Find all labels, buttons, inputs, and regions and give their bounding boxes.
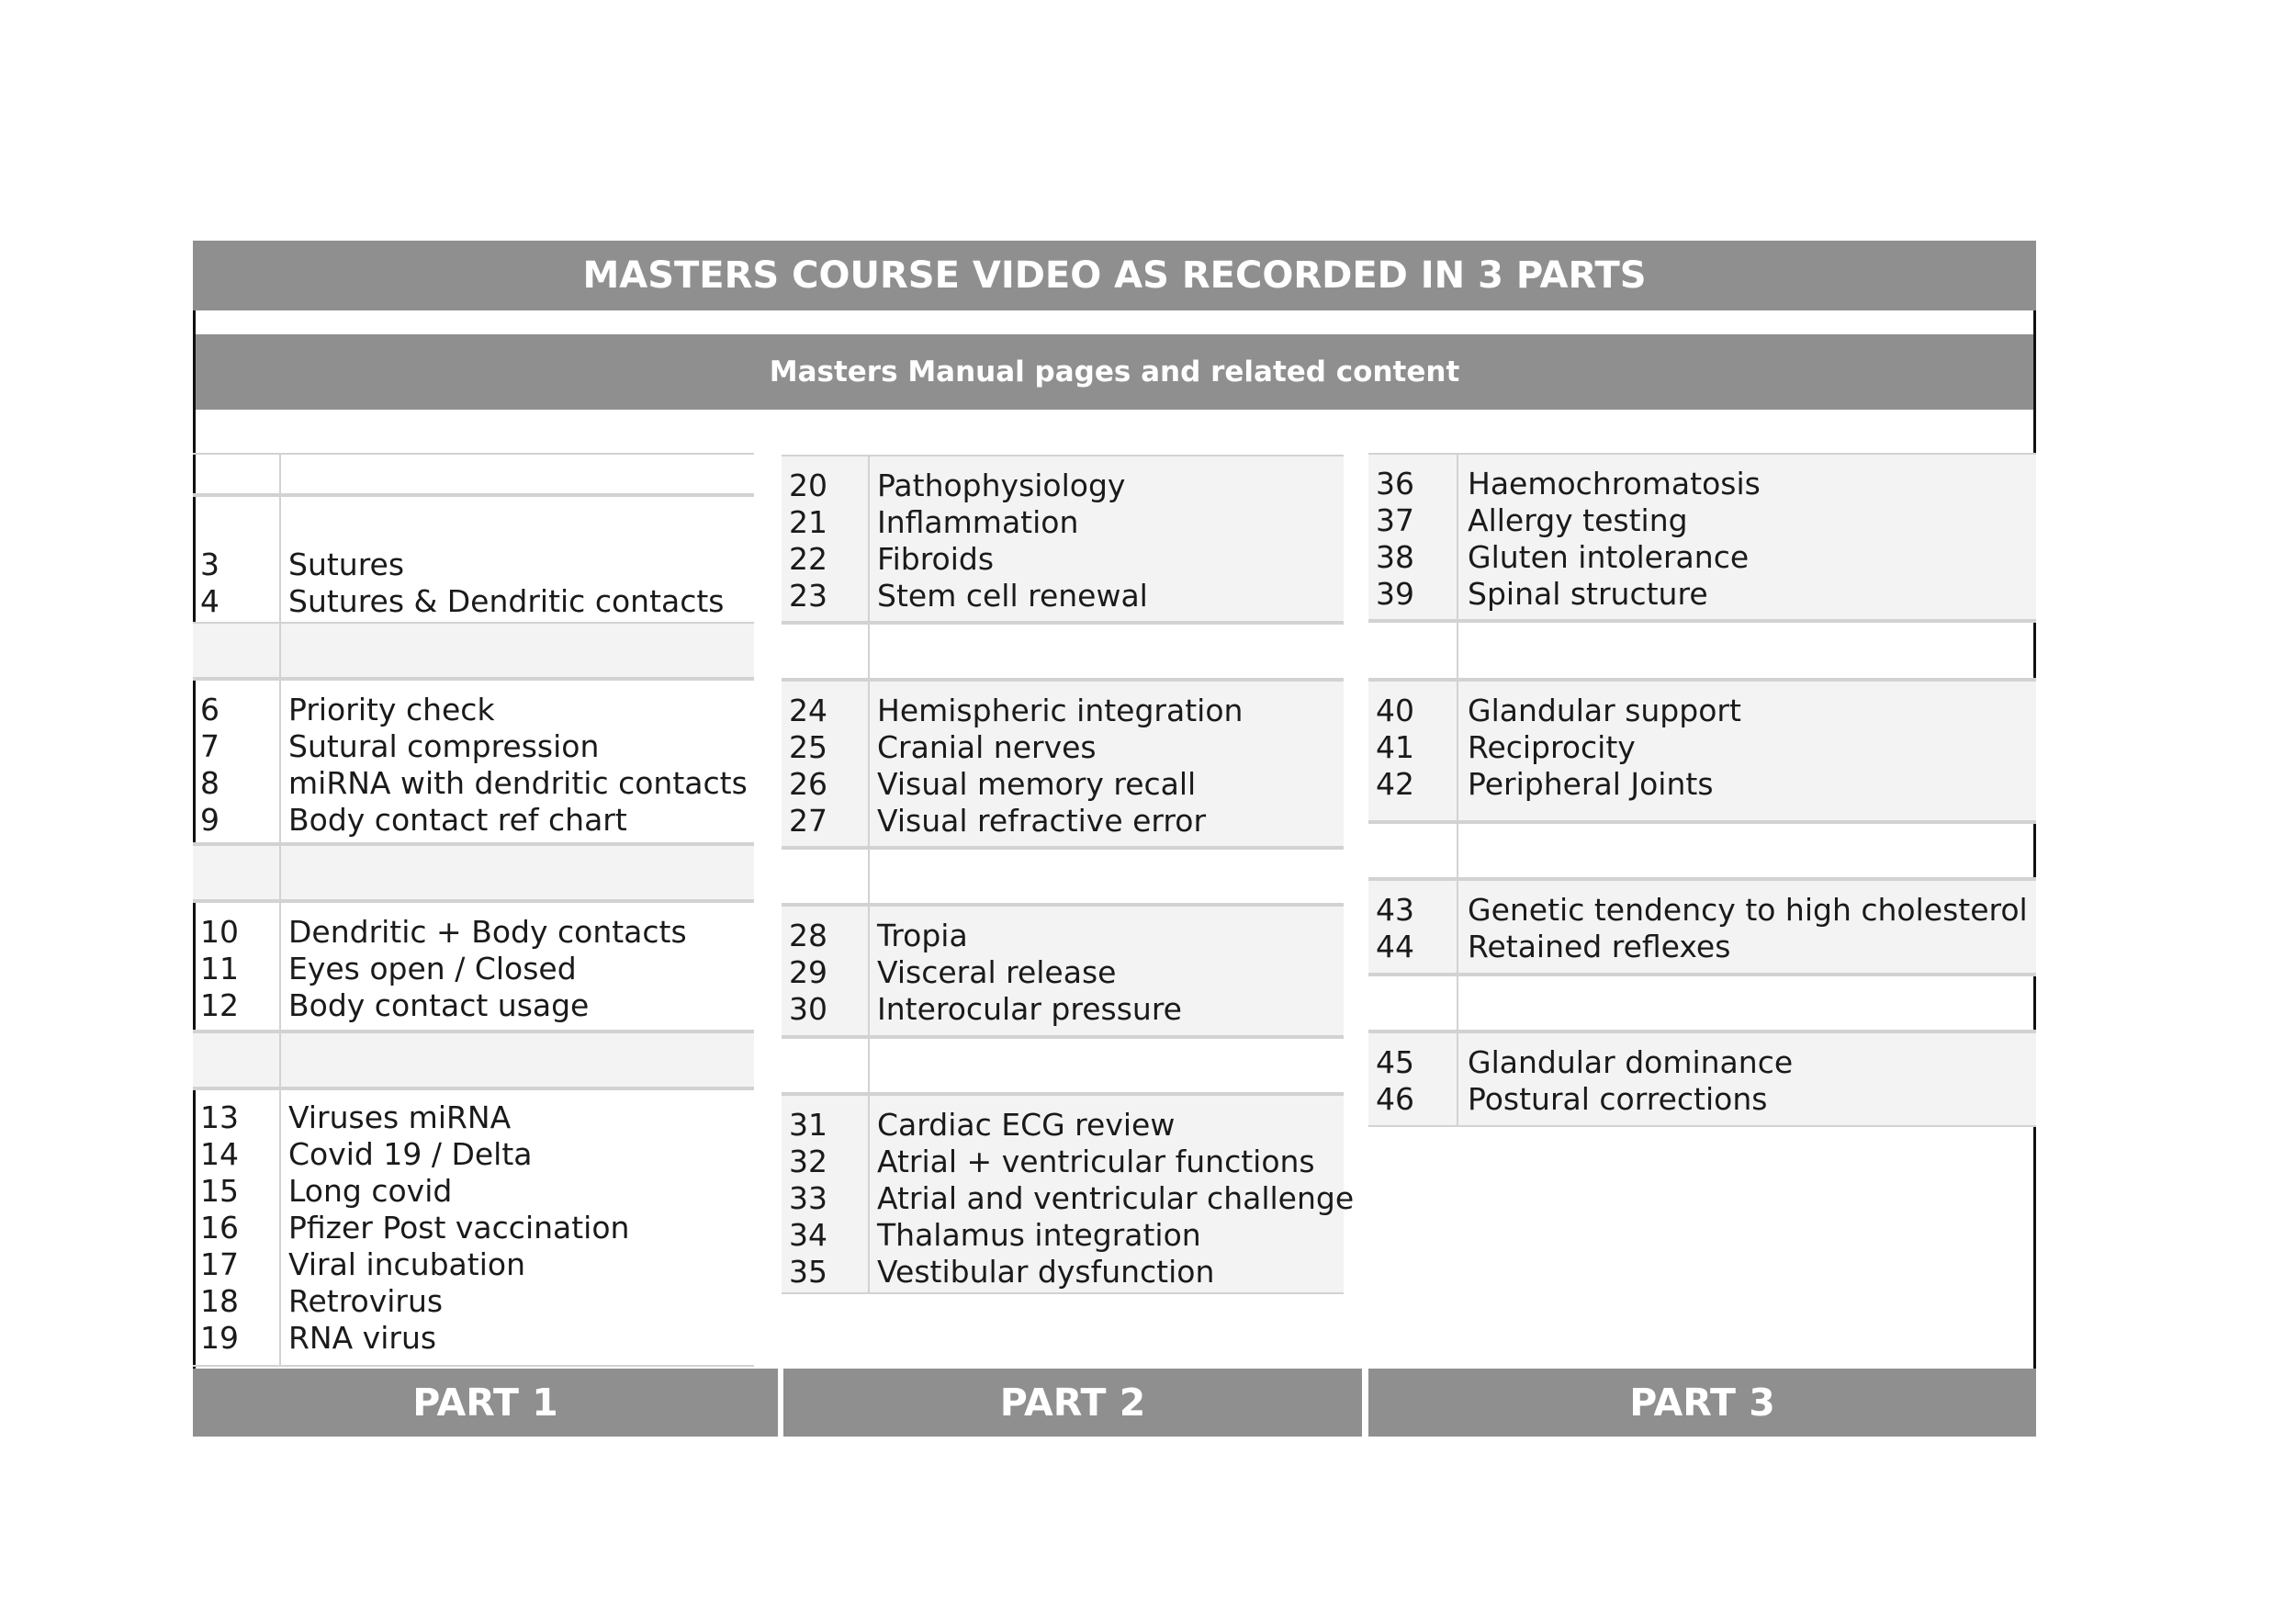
topic-group: [193, 679, 754, 844]
topic-row: [782, 1107, 1344, 1144]
topic-label: Sutural compression: [288, 728, 600, 764]
topic-row: [782, 541, 1344, 578]
page-number: 24: [789, 693, 827, 728]
page-number: 10: [200, 914, 239, 950]
spacer-row: [193, 844, 754, 901]
topic-label: Sutures & Dendritic contacts: [288, 583, 725, 619]
spacer-row: [782, 1037, 1344, 1094]
topic-label: Interocular pressure: [877, 991, 1182, 1027]
topic-row: [782, 693, 1344, 729]
course-table: [193, 241, 2036, 1437]
topic-label: Pathophysiology: [877, 468, 1126, 503]
topic-row: [193, 1283, 754, 1320]
page-number: 35: [789, 1254, 827, 1290]
topic-group: [1368, 453, 2036, 621]
topic-row: [1368, 693, 2036, 729]
topic-row: [193, 1136, 754, 1173]
topic-row: [193, 914, 754, 951]
page-number: 33: [789, 1180, 827, 1216]
topic-row: [193, 1246, 754, 1283]
topic-group: [1368, 680, 2036, 822]
topic-label: Tropia: [877, 918, 968, 953]
topic-label: Postural corrections: [1468, 1081, 1768, 1117]
page-number: 8: [200, 765, 219, 801]
topic-label: Thalamus integration: [877, 1217, 1201, 1253]
column-divider: [1457, 976, 1458, 1030]
part-2-label: PART 2: [783, 1369, 1362, 1437]
page-number: 38: [1376, 539, 1414, 575]
spacer-row: [782, 848, 1344, 905]
topic-list: [1368, 693, 2036, 803]
topic-list: [782, 468, 1344, 614]
topic-label: Eyes open / Closed: [288, 951, 577, 986]
topic-row: [1368, 892, 2036, 929]
topic-row: [1368, 729, 2036, 766]
topic-row: [1368, 576, 2036, 613]
topic-row: [782, 1180, 1355, 1217]
topic-row: [782, 504, 1344, 541]
topic-row: [193, 583, 754, 620]
page-number: 21: [789, 504, 827, 540]
table-title: MASTERS COURSE VIDEO AS RECORDED IN 3 PARTS: [193, 241, 2036, 310]
page-number: 6: [200, 692, 219, 727]
topic-row: [782, 1254, 1344, 1291]
topic-row: [782, 954, 1344, 991]
topic-label: Sutures: [288, 547, 405, 582]
page-number: 27: [789, 803, 827, 839]
page-number: 39: [1376, 576, 1414, 612]
topic-label: Gluten intolerance: [1468, 539, 1750, 575]
topic-label: Body contact usage: [288, 987, 590, 1023]
page-number: 25: [789, 729, 827, 765]
spacer-row: [193, 622, 754, 679]
spacer-row: [1368, 621, 2036, 680]
topic-list: [782, 693, 1344, 840]
column-divider: [279, 455, 281, 493]
topic-row: [782, 991, 1344, 1028]
page-number: 3: [200, 547, 219, 582]
page-number: 29: [789, 954, 827, 990]
topic-row: [1368, 502, 2036, 539]
topic-label: Covid 19 / Delta: [288, 1136, 533, 1172]
topic-label: Hemispheric integration: [877, 693, 1244, 728]
topic-row: [782, 1144, 1344, 1180]
topic-label: Visual refractive error: [877, 803, 1207, 839]
topic-row: [193, 1099, 754, 1136]
topic-row: [782, 729, 1344, 766]
table-subtitle: Masters Manual pages and related content: [193, 334, 2036, 410]
page-number: 31: [789, 1107, 827, 1143]
page-number: 22: [789, 541, 827, 577]
topic-label: Haemochromatosis: [1468, 466, 1761, 502]
page-number: 41: [1376, 729, 1414, 765]
page-number: 15: [200, 1173, 239, 1209]
topic-group: [1368, 879, 2036, 975]
topic-label: Spinal structure: [1468, 576, 1708, 612]
topic-row: [1368, 766, 2036, 803]
column-divider: [868, 625, 870, 678]
spacer-row: [193, 1031, 754, 1088]
topic-list: [1368, 1044, 2036, 1118]
topic-row: [1368, 466, 2036, 502]
topic-label: Cranial nerves: [877, 729, 1097, 765]
topic-label: Retained reflexes: [1468, 929, 1731, 964]
topic-label: Long covid: [288, 1173, 453, 1209]
topic-label: Body contact ref chart: [288, 802, 627, 838]
topic-row: [193, 951, 754, 987]
topic-label: Pfizer Post vaccination: [288, 1210, 630, 1245]
topic-list: [1368, 892, 2036, 965]
topic-group: [193, 1088, 754, 1367]
topic-label: Vestibular dysfunction: [877, 1254, 1215, 1290]
topic-row: [782, 766, 1344, 803]
topic-row: [193, 692, 754, 728]
spacer-row: [1368, 822, 2036, 879]
topic-label: Allergy testing: [1468, 502, 1688, 538]
page-number: 23: [789, 578, 827, 614]
column-divider: [1457, 623, 1458, 678]
page-number: 16: [200, 1210, 239, 1245]
page-number: 34: [789, 1217, 827, 1253]
topic-label: Visceral release: [877, 954, 1117, 990]
page-number: 18: [200, 1283, 239, 1319]
topic-row: [1368, 1081, 2036, 1118]
topic-row: [193, 802, 754, 839]
page-number: 37: [1376, 502, 1414, 538]
topic-group: [782, 1094, 1355, 1294]
topic-label: Priority check: [288, 692, 495, 727]
topic-row: [782, 918, 1344, 954]
topic-list: [193, 692, 754, 839]
page-number: 44: [1376, 929, 1414, 964]
topic-label: RNA virus: [288, 1320, 437, 1356]
topic-row: [193, 1210, 754, 1246]
column-divider: [279, 1033, 281, 1087]
topic-label: Inflammation: [877, 504, 1079, 540]
page-number: 7: [200, 728, 219, 764]
topic-label: Fibroids: [877, 541, 995, 577]
topic-label: Retrovirus: [288, 1283, 444, 1319]
topic-group: [782, 455, 1344, 623]
topic-list: [193, 914, 754, 1024]
topic-label: Peripheral Joints: [1468, 766, 1714, 802]
topic-row: [1368, 929, 2036, 965]
page-number: 40: [1376, 693, 1414, 728]
topic-group: [193, 901, 754, 1031]
part-3-label: PART 3: [1368, 1369, 2036, 1437]
topic-row: [193, 547, 754, 583]
topic-list: [782, 1107, 1355, 1291]
page-number: 28: [789, 918, 827, 953]
column-divider: [1457, 824, 1458, 877]
page-number: 32: [789, 1144, 827, 1179]
topic-label: Genetic tendency to high cholesterol: [1468, 892, 2028, 928]
topic-label: Reciprocity: [1468, 729, 1636, 765]
page-number: 45: [1376, 1044, 1414, 1080]
page-number: 11: [200, 951, 239, 986]
column-divider: [868, 850, 870, 903]
spacer-row: [782, 623, 1344, 680]
column-divider: [279, 624, 281, 677]
topic-row: [1368, 539, 2036, 576]
topic-row: [782, 468, 1344, 504]
topic-row: [193, 1320, 754, 1357]
topic-row: [193, 987, 754, 1024]
column-divider: [868, 1039, 870, 1092]
topic-label: Stem cell renewal: [877, 578, 1148, 614]
topic-row: [782, 1217, 1344, 1254]
topic-label: miRNA with dendritic contacts: [288, 765, 748, 801]
topic-label: Visual memory recall: [877, 766, 1197, 802]
page-number: 42: [1376, 766, 1414, 802]
topic-row: [193, 765, 754, 802]
topic-label: Atrial + ventricular functions: [877, 1144, 1315, 1179]
column-divider: [279, 846, 281, 899]
page-number: 13: [200, 1099, 239, 1135]
page-number: 12: [200, 987, 239, 1023]
topic-row: [782, 803, 1344, 840]
topic-label: Dendritic + Body contacts: [288, 914, 687, 950]
topic-list: [193, 1099, 754, 1357]
page-number: 26: [789, 766, 827, 802]
topic-row: [193, 728, 754, 765]
page-number: 20: [789, 468, 827, 503]
topic-label: Glandular dominance: [1468, 1044, 1794, 1080]
topic-label: Viral incubation: [288, 1246, 525, 1282]
topic-row: [1368, 1044, 2036, 1081]
topic-label: Atrial and ventricular challenge: [877, 1180, 1355, 1216]
page-number: 36: [1376, 466, 1414, 502]
topic-row: [193, 1173, 754, 1210]
topic-label: Cardiac ECG review: [877, 1107, 1176, 1143]
topic-group: [782, 680, 1344, 848]
page-number: 9: [200, 802, 219, 838]
page-number: 30: [789, 991, 827, 1027]
spacer-row: [1368, 975, 2036, 1031]
page-number: 17: [200, 1246, 239, 1282]
spacer-row: [193, 453, 754, 495]
topic-row: [782, 578, 1344, 614]
topic-list: [782, 918, 1344, 1028]
topic-label: Glandular support: [1468, 693, 1741, 728]
page-number: 19: [200, 1320, 239, 1356]
page-number: 43: [1376, 892, 1414, 928]
topic-list: [1368, 466, 2036, 613]
page-number: 14: [200, 1136, 239, 1172]
topic-group: [782, 905, 1344, 1037]
part-1-label: PART 1: [193, 1369, 778, 1437]
topic-label: Viruses miRNA: [288, 1099, 512, 1135]
page-number: 4: [200, 583, 219, 619]
topic-group: [1368, 1031, 2036, 1127]
page-number: 46: [1376, 1081, 1414, 1117]
